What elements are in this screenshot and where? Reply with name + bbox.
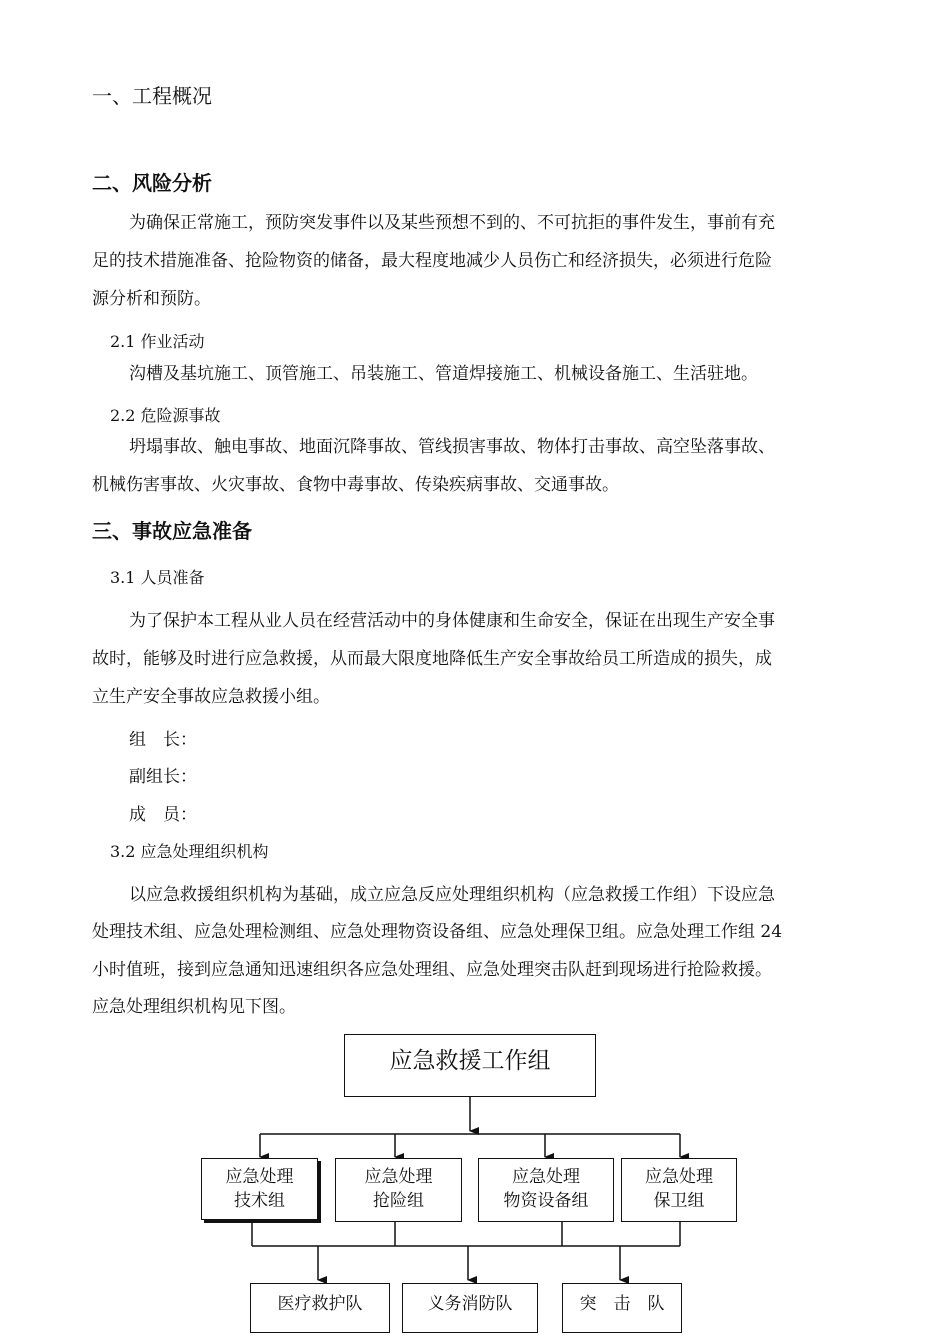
paragraph-line: 源分析和预防。 (92, 289, 211, 309)
role-member: 成 员： (129, 805, 197, 825)
org-team-label: 突 击 队 (579, 1294, 665, 1314)
org-team-box (562, 1283, 682, 1333)
paragraph-line: 应急处理组织机构见下图。 (92, 997, 296, 1017)
org-team-label: 义务消防队 (427, 1294, 513, 1314)
org-group-box (478, 1158, 614, 1222)
section-1-title: 一、工程概况 (92, 84, 212, 108)
section-2-title: 二、风险分析 (92, 171, 212, 195)
org-group-line: 抢险组 (373, 1191, 424, 1211)
org-group-line: 应急处理 (645, 1167, 713, 1187)
org-group-box (621, 1158, 737, 1222)
org-group-line: 物资设备组 (503, 1191, 589, 1211)
subsection-2-1-title: 2.1 作业活动 (110, 332, 205, 351)
org-top-box (344, 1034, 596, 1097)
paragraph-line: 沟槽及基坑施工、顶管施工、吊装施工、管道焊接施工、机械设备施工、生活驻地。 (129, 364, 758, 384)
org-team-box (250, 1283, 390, 1333)
paragraph-line: 机械伤害事故、火灾事故、食物中毒事故、传染疾病事故、交通事故。 (92, 475, 619, 495)
section-3-title: 三、事故应急准备 (92, 519, 252, 543)
org-team-box (402, 1283, 538, 1333)
paragraph-line: 以应急救援组织机构为基础，成立应急反应处理组织机构（应急救援工作组）下设应急 (129, 885, 775, 905)
role-deputy: 副组长： (129, 767, 197, 787)
paragraph-line: 处理技术组、应急处理检测组、应急处理物资设备组、应急处理保卫组。应急处理工作组 24 (92, 922, 783, 942)
org-group-line: 应急处理 (225, 1167, 294, 1187)
paragraph-line: 立生产安全事故应急救援小组。 (92, 687, 330, 707)
org-group-line: 保卫组 (653, 1191, 705, 1211)
org-group-line: 技术组 (234, 1191, 285, 1211)
paragraph-line: 小时值班，接到应急通知迅速组织各应急处理组、应急处理突击队赶到现场进行抢险救援。 (92, 960, 772, 980)
org-group-line: 应急处理 (364, 1167, 433, 1187)
org-team-label: 医疗救护队 (277, 1294, 363, 1314)
subsection-3-1-title: 3.1 人员准备 (110, 568, 205, 587)
subsection-3-2-title: 3.2 应急处理组织机构 (110, 842, 269, 861)
paragraph-line: 为确保正常施工，预防突发事件以及某些预想不到的、不可抗拒的事件发生，事前有充 (129, 213, 775, 233)
role-leader: 组 长： (129, 730, 197, 750)
paragraph-line: 为了保护本工程从业人员在经营活动中的身体健康和生命安全，保证在出现生产安全事 (129, 611, 775, 631)
org-group-line: 应急处理 (512, 1167, 580, 1187)
org-top-label: 应急救援工作组 (389, 1048, 551, 1074)
org-group-box (335, 1158, 462, 1222)
paragraph-line: 坍塌事故、触电事故、地面沉降事故、管线损害事故、物体打击事故、高空坠落事故、 (129, 437, 775, 457)
paragraph-line: 故时，能够及时进行应急救援，从而最大限度地降低生产安全事故给员工所造成的损失，成 (92, 649, 772, 669)
subsection-2-2-title: 2.2 危险源事故 (110, 406, 221, 425)
paragraph-line: 足的技术措施准备、抢险物资的储备，最大程度地减少人员伤亡和经济损失，必须进行危险 (92, 251, 772, 271)
org-group-box (201, 1158, 318, 1220)
